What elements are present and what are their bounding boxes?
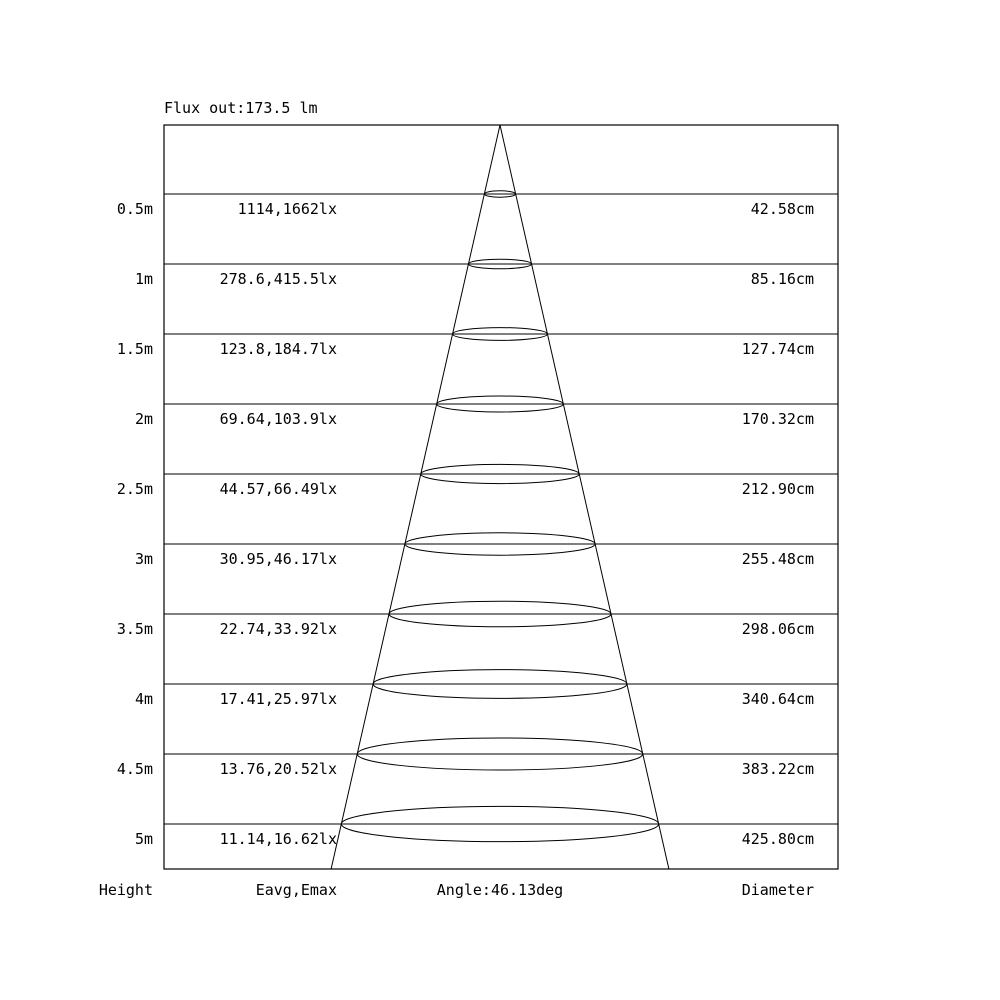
- row-illuminance-value: 278.6,415.5lx: [219, 270, 337, 288]
- row-height-label: 0.5m: [116, 200, 153, 218]
- row-diameter-value: 425.80cm: [741, 830, 814, 848]
- row-illuminance-value: 69.64,103.9lx: [219, 410, 337, 428]
- row-illuminance-value: 13.76,20.52lx: [219, 760, 337, 778]
- row-diameter-value: 85.16cm: [750, 270, 814, 288]
- eavg-emax-column-label: Eavg,Emax: [255, 881, 337, 899]
- cone-right-edge: [500, 125, 669, 869]
- rows-layer: [117, 194, 838, 848]
- row-diameter-value: 170.32cm: [741, 410, 814, 428]
- row-diameter-value: 212.90cm: [741, 480, 814, 498]
- row-height-label: 2m: [134, 410, 153, 428]
- table-row: [135, 404, 838, 428]
- table-row: [117, 194, 838, 218]
- row-diameter-value: 298.06cm: [741, 620, 814, 638]
- row-height-label: 4.5m: [116, 760, 153, 778]
- table-row: [117, 614, 838, 638]
- table-row: [117, 474, 838, 498]
- table-row: [117, 754, 838, 778]
- beam-angle-label: Angle:46.13deg: [436, 881, 564, 899]
- row-height-label: 4m: [134, 690, 153, 708]
- row-illuminance-value: 30.95,46.17lx: [219, 550, 337, 568]
- row-height-label: 1.5m: [116, 340, 153, 358]
- height-column-label: Height: [98, 881, 153, 899]
- row-diameter-value: 42.58cm: [750, 200, 814, 218]
- row-height-label: 3.5m: [116, 620, 153, 638]
- row-illuminance-value: 123.8,184.7lx: [219, 340, 337, 358]
- cone-left-edge: [331, 125, 500, 869]
- row-diameter-value: 383.22cm: [741, 760, 814, 778]
- row-illuminance-value: 44.57,66.49lx: [219, 480, 337, 498]
- light-cone: [331, 125, 669, 869]
- row-diameter-value: 127.74cm: [741, 340, 814, 358]
- row-height-label: 2.5m: [116, 480, 153, 498]
- row-height-label: 1m: [134, 270, 153, 288]
- table-row: [135, 544, 838, 568]
- table-row: [135, 264, 838, 288]
- flux-out-label: Flux out:173.5 lm: [164, 99, 318, 117]
- row-diameter-value: 340.64cm: [741, 690, 814, 708]
- row-diameter-value: 255.48cm: [741, 550, 814, 568]
- row-illuminance-value: 1114,1662lx: [237, 200, 337, 218]
- row-illuminance-value: 22.74,33.92lx: [219, 620, 337, 638]
- table-row: [135, 824, 838, 848]
- table-row: [117, 334, 838, 358]
- row-height-label: 5m: [134, 830, 153, 848]
- row-height-label: 3m: [134, 550, 153, 568]
- table-row: [135, 684, 838, 708]
- row-illuminance-value: 17.41,25.97lx: [219, 690, 337, 708]
- diameter-column-label: Diameter: [741, 881, 814, 899]
- row-illuminance-value: 11.14,16.62lx: [219, 830, 337, 848]
